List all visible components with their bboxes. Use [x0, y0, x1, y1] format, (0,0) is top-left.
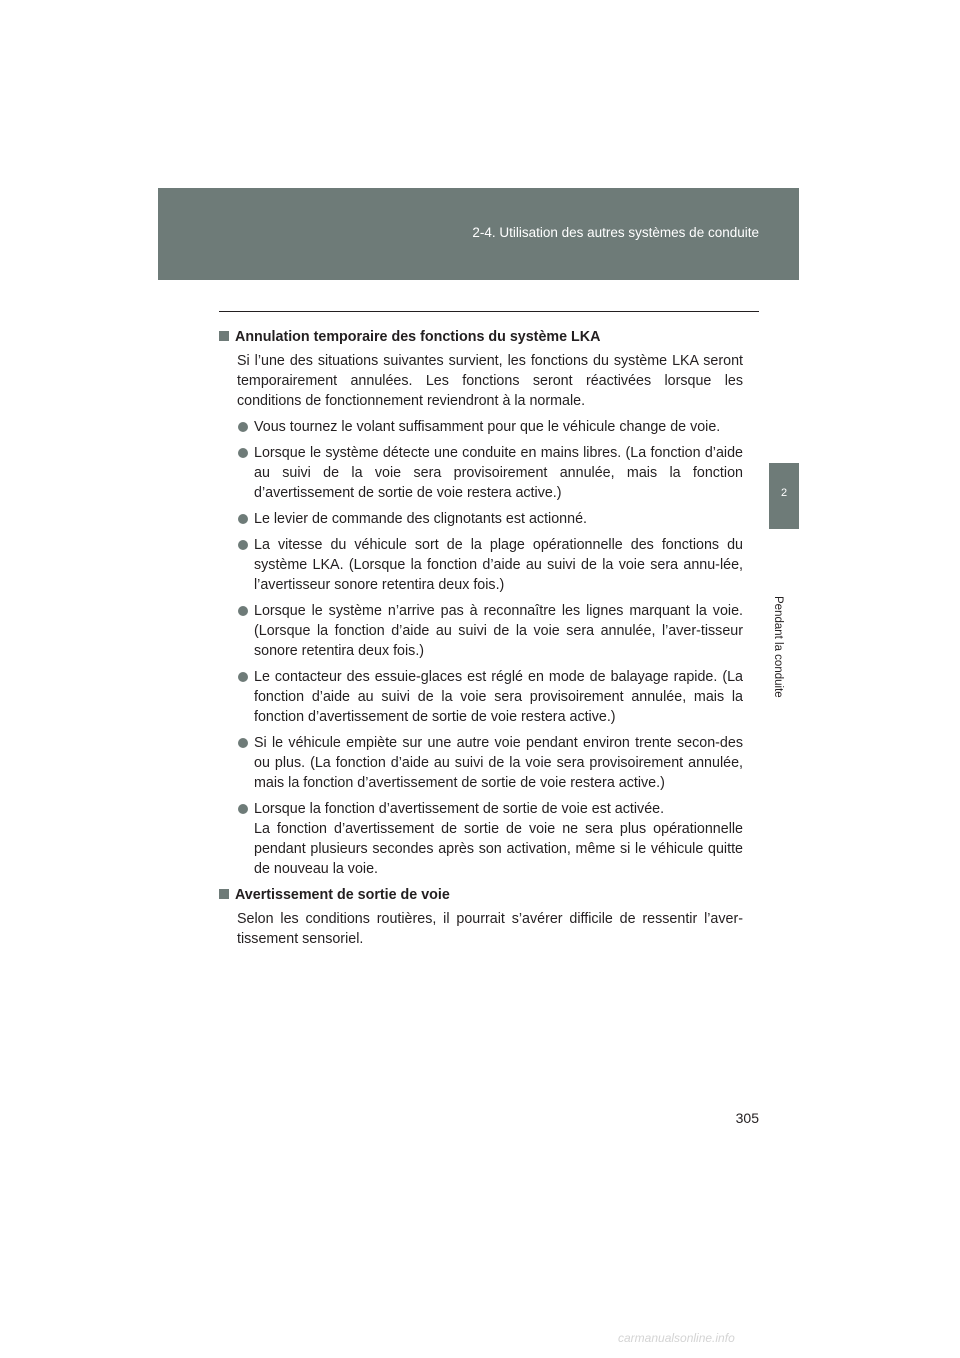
header-band [158, 188, 799, 280]
list-item-text: Si le véhicule empiète sur une autre voie pendant environ trente secon-des ou plus. (La fonction d’aide au suivi de la voie sera provisoirement annulée, mais la fonction d’avertissement de sortie de voie restera active.) [254, 735, 743, 791]
chapter-number: 2 [780, 487, 788, 499]
list-item-text: Le levier de commande des clignotants est actionné. [254, 511, 587, 527]
page-number: 305 [735, 1110, 759, 1126]
chapter-title: Pendant la conduite [772, 596, 784, 698]
list-item-text: Vous tournez le volant suffisamment pour que le véhicule change de voie. [254, 419, 721, 435]
watermark: carmanualsonline.info [618, 1331, 735, 1345]
circle-bullet-icon [238, 804, 248, 814]
circle-bullet-icon [238, 738, 248, 748]
list-item-text: Le contacteur des essuie-glaces est réglé en mode de balayage rapide. (La fonction d’aide au suivi de la voie sera provisoirement annulée, mais la fonction d’avertissement de sortie de voie restera active.) [254, 669, 743, 725]
list-item [254, 601, 743, 661]
list-item-text: Lorsque le système n’arrive pas à reconnaître les lignes marquant la voie. (Lorsque la fonction d’aide au suivi de la voie sera annulée, l’aver-tisseur sonore retentira deux fois.) [254, 603, 743, 659]
section-title: 2-4. Utilisation des autres systèmes de conduite [472, 225, 759, 240]
section-heading [219, 885, 743, 905]
list-item [254, 667, 743, 727]
list-item-text: Lorsque le système détecte une conduite en mains libres. (La fonction d’aide au suivi de la voie sera provisoirement annulée, mais la fonction d’avertissement de sortie de voie restera active.) [254, 445, 743, 501]
chapter-tab [769, 463, 799, 529]
paragraph: Selon les conditions routières, il pourrait s’avérer difficile de ressentir l’aver-tissement sensoriel. [237, 911, 743, 947]
list-item-text: La vitesse du véhicule sort de la plage opérationnelle des fonctions du système LKA. (Lorsque la fonction d’aide au suivi de la voie sera annu-lée, l’avertisseur sonore retentira deux fois.) [254, 537, 743, 593]
circle-bullet-icon [238, 606, 248, 616]
intro-paragraph: Si l’une des situations suivantes survient, les fonctions du système LKA seront temporairement annulées. Les fonctions seront réactivées lorsque les conditions de fonctionnement reviendront à la normale. [237, 353, 743, 409]
section-heading [219, 327, 743, 347]
circle-bullet-icon [238, 540, 248, 550]
heading-text: Annulation temporaire des fonctions du système LKA [235, 329, 601, 345]
circle-bullet-icon [238, 448, 248, 458]
circle-bullet-icon [238, 422, 248, 432]
heading-text: Avertissement de sortie de voie [235, 887, 450, 903]
list-item [254, 443, 743, 503]
list-item [254, 733, 743, 793]
square-bullet-icon [219, 889, 229, 899]
list-item-note: La fonction d’avertissement de sortie de voie ne sera plus opérationnelle pendant plusieurs secondes après son activation, même si le véhicule quitte de nouveau la voie. [254, 821, 743, 877]
list-item [254, 417, 743, 437]
list-item [254, 509, 743, 529]
list-item [254, 799, 743, 879]
page-content [219, 327, 743, 955]
circle-bullet-icon [238, 514, 248, 524]
square-bullet-icon [219, 331, 229, 341]
circle-bullet-icon [238, 672, 248, 682]
list-item [254, 535, 743, 595]
divider [219, 311, 759, 312]
list-item-text: Lorsque la fonction d’avertissement de sortie de voie est activée. [254, 801, 665, 817]
